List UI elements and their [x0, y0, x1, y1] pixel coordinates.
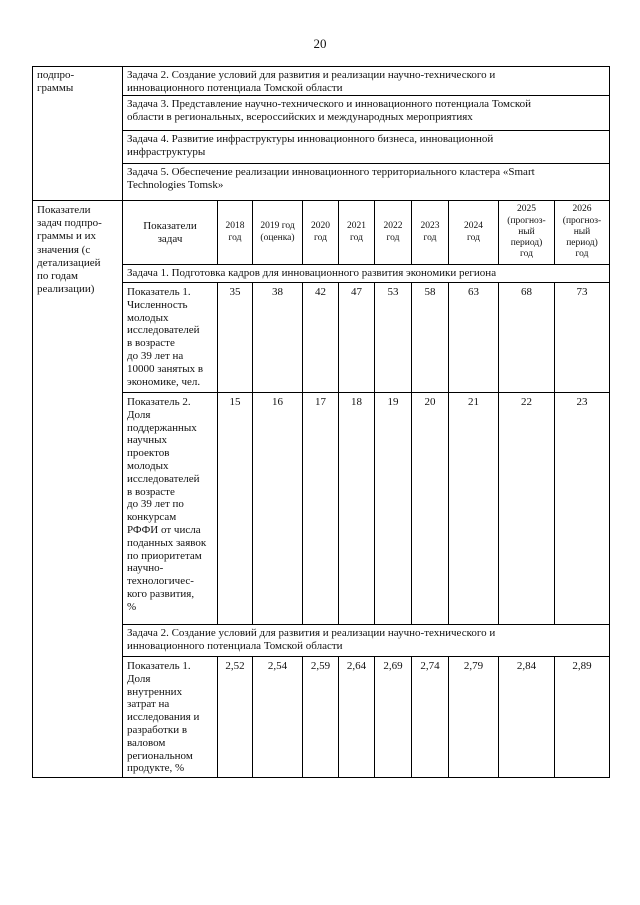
indicator-1-value-2020: 42	[315, 286, 326, 298]
header-year-2023: 2023 год	[420, 221, 440, 243]
indicator-1-value-2023: 58	[424, 286, 436, 298]
header-year-2021: 2021 год	[347, 221, 366, 243]
indicator-3-value-2020: 2,59	[310, 660, 331, 672]
indicator-1-name: Показатель 1. Численность молодых исследователей в возрасте до 39 лет на 10000 занятых в экономике, чел.	[127, 286, 204, 388]
indicator-1-value-2018: 35	[229, 286, 241, 298]
indicator-2-value-2018: 15	[229, 396, 241, 408]
task-2-row: Задача 2. Создание условий для развития и реализации научно-технического и инновационного потенциала Томской области	[127, 69, 496, 95]
page-number: 20	[313, 36, 327, 51]
indicator-1-value-2022: 53	[387, 286, 399, 298]
header-indicator: Показатели задач	[143, 219, 197, 245]
column-separator	[554, 282, 555, 624]
header-year-2019: 2019 год (оценка)	[260, 221, 295, 243]
table-border-bottom	[32, 777, 610, 778]
subprogram-label: подпро- граммы	[37, 69, 75, 95]
indicator-3-value-2018: 2,52	[225, 660, 245, 672]
column-separator	[498, 282, 499, 624]
indicator-3-name: Показатель 1. Доля внутренних затрат на исследования и разработки в валовом региональном продукте, %	[127, 660, 200, 775]
indicator-3-value-2023: 2,74	[420, 660, 440, 672]
indicator-2-value-2024: 21	[468, 396, 479, 408]
indicator-1-value-2025: 68	[521, 286, 532, 298]
indicator-3-value-2025: 2,84	[516, 660, 537, 672]
task-row-2: Задача 2. Создание условий для развития и реализации научно-технического и инновационного потенциала Томской области	[127, 627, 496, 653]
indicator-3-value-2022: 2,69	[383, 660, 403, 672]
indicator-2-value-2023: 20	[424, 396, 436, 408]
column-separator	[411, 282, 412, 624]
column-separator	[374, 282, 375, 624]
indicator-1-value-2024: 63	[468, 286, 479, 298]
column-separator	[338, 282, 339, 624]
indicator-1-value-2021: 47	[351, 286, 362, 298]
indicator-2-value-2019: 16	[272, 396, 283, 408]
table-border-right	[609, 66, 610, 777]
indicator-1-value-2019: 38	[272, 286, 283, 298]
indicator-3-value-2026: 2,89	[572, 660, 592, 672]
indicator-1-value-2026: 73	[576, 286, 588, 298]
column-separator	[252, 282, 253, 624]
indicator-2-name: Показатель 2. Доля поддержанных научных проектов молодых исследователей в возрасте до 39 лет по конкурсам РФФИ от числа поданных заявок по приоритетам научно- технологичес- кого развития, %	[127, 396, 207, 613]
indicator-2-value-2021: 18	[351, 396, 362, 408]
header-year-2020: 2020 год	[311, 221, 330, 243]
task-5-row: Задача 5. Обеспечение реализации инновационного территориального кластера «Smart Technologies Tomsk»	[127, 166, 535, 192]
indicator-2-value-2025: 22	[521, 396, 532, 408]
indicator-3-value-2021: 2,64	[346, 660, 367, 672]
header-year-2018: 2018 год	[225, 221, 245, 243]
column-separator	[302, 282, 303, 624]
task-row-1: Задача 1. Подготовка кадров для инновационного развития экономики региона	[127, 267, 497, 279]
column-separator	[217, 282, 218, 624]
task-3-row: Задача 3. Представление научно-технического и инновационного потенциала Томской области в региональных, всероссийских и международных мероприятиях	[127, 98, 532, 124]
header-year-2025: 2025 (прогноз- ный период) год	[507, 204, 546, 260]
indicator-3-value-2019: 2,54	[267, 660, 288, 672]
indicators-label: Показатели задач подпро- граммы и их значения (с детализацией по годам реализации)	[37, 204, 102, 296]
indicator-3-value-2024: 2,79	[463, 660, 484, 672]
task-4-row: Задача 4. Развитие инфраструктуры инновационного бизнеса, инновационной инфраструктуры	[127, 133, 494, 159]
header-year-2026: 2026 (прогноз- ный период) год	[562, 204, 602, 260]
header-year-2024: 2024 год	[464, 221, 483, 243]
column-separator	[448, 282, 449, 624]
indicator-2-value-2026: 23	[576, 396, 588, 408]
header-year-2022: 2022 год	[383, 221, 403, 243]
indicator-2-value-2022: 19	[387, 396, 399, 408]
indicator-2-value-2020: 17	[315, 396, 326, 408]
